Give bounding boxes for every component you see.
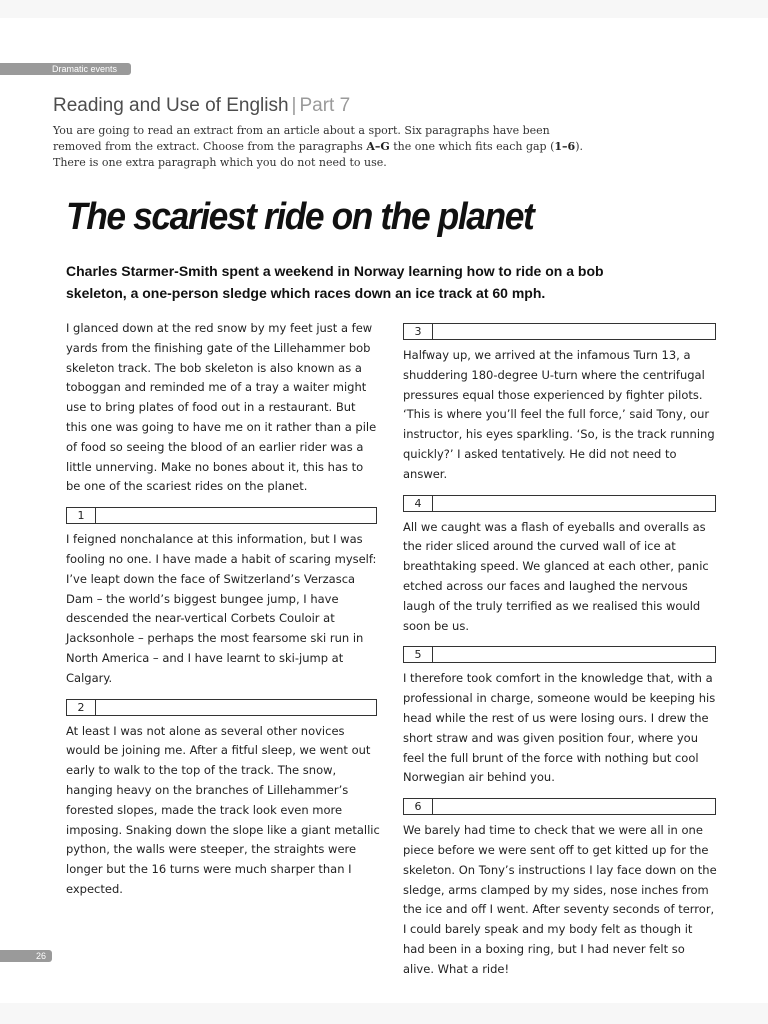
page-header [53, 95, 350, 117]
article-column-left [66, 319, 380, 900]
header-part: Part 7 [299, 95, 351, 116]
gap-number: 2 [67, 700, 96, 715]
paragraph-intro: I glanced down at the red snow by my feet just a few yards from the finishing gate of the Lillehammer bob skeleton track. The bob skeleton is also known as a toboggan and reminded me of a tray a waiter might use to bring plates of food out in a restaurant. But this one was going to have me on it rather than a pile of food so seeing the blood of an earlier rider was a little unnerving. Make no bones about it, this has to be one of the scariest rides on the planet. [66, 321, 377, 494]
paragraph-after-gap-4: All we caught was a flash of eyeballs and overalls as the rider sliced around the curved wall of ice at breathtaking speed. We glanced at each other, panic etched across our faces and laughed the nervous laugh of the truly terrified as we realised this would soon be us. [403, 519, 709, 633]
gap-1-answer-box[interactable] [66, 507, 377, 524]
article-standfirst: Charles Starmer-Smith spent a weekend in Norway learning how to ride on a bob skeleton, a one-person sledge which races down an ice track at 60 mph. [66, 263, 604, 301]
instructions-line-2a: removed from the extract. Choose from the paragraphs [53, 140, 367, 153]
instructions-line-3: There is one extra paragraph which you do not need to use. [53, 156, 387, 169]
header-title: Reading and Use of English [53, 95, 289, 116]
article-title: The scariest ride on the planet [66, 196, 534, 238]
paragraph-after-gap-5: I therefore took comfort in the knowledge that, with a professional in charge, someone would be keeping his head while the rest of us were losing ours. I drew the short straw and was given position four, where you feel the full brunt of the force with nothing but cool Norwegian air behind you. [403, 671, 716, 785]
gap-answer-area[interactable] [433, 324, 715, 339]
instructions-line-2b: the one which fits each gap ( [389, 140, 555, 153]
page-number: 26 [0, 950, 52, 962]
gap-6-answer-box[interactable] [403, 798, 716, 815]
gap-5-answer-box[interactable] [403, 646, 716, 663]
gap-number: 3 [404, 324, 433, 339]
section-tag: Dramatic events [0, 63, 131, 75]
gap-number: 4 [404, 496, 433, 511]
gap-answer-area[interactable] [433, 496, 715, 511]
gap-number: 5 [404, 647, 433, 662]
gap-answer-area[interactable] [433, 799, 715, 814]
gap-number: 6 [404, 799, 433, 814]
instructions-range: 1–6 [554, 140, 576, 153]
gap-number: 1 [67, 508, 96, 523]
header-separator: | [291, 95, 297, 116]
instructions-line-2c: ). [575, 140, 583, 153]
gap-answer-area[interactable] [96, 508, 376, 523]
gap-2-answer-box[interactable] [66, 699, 377, 716]
gap-answer-area[interactable] [433, 647, 715, 662]
paragraph-after-gap-2: At least I was not alone as several other novices would be joining me. After a fitful sleep, we went out early to walk to the top of the track. The snow, hanging heavy on the branches of Lillehammer’s forested slopes, made the track look even more imposing. Snaking down the slope like a giant metallic python, the walls were steeper, the straights were longer but the 16 turns were much sharper than I expected. [66, 723, 380, 896]
gap-answer-area[interactable] [96, 700, 376, 715]
task-instructions [53, 123, 623, 171]
paragraph-after-gap-6: We barely had time to check that we were all in one piece before we were sent off to get kitted up for the skeleton. On Tony’s instructions I lay face down on the sledge, arms clamped by my sides, nose inches from the ice and off I went. After seventy seconds of terror, I could barely speak and my body felt as though it had been in a boxing ring, but I had never felt so alive. What a ride! [403, 823, 717, 976]
paragraph-after-gap-1: I feigned nonchalance at this information, but I was fooling no one. I have made a habit of scaring myself: I’ve leapt down the face of Switzerland’s Verzasca Dam – the world’s biggest bungee jump, I have descended the near-vertical Corbets Couloir at Jacksonhole – perhaps the most fearsome ski run in North America – and I have learnt to ski-jump at Calgary. [66, 532, 377, 685]
article-column-right [403, 323, 717, 980]
gap-4-answer-box[interactable] [403, 495, 716, 512]
gap-3-answer-box[interactable] [403, 323, 716, 340]
paragraph-after-gap-3: Halfway up, we arrived at the infamous Turn 13, a shuddering 180-degree U-turn where the centrifugal pressures equal those experienced by fighter pilots. ‘This is where you’ll feel the full force,’ said Tony, our instructor, his eyes sparkling. ‘So, is the track running quickly?’ I asked tentatively. He did not need to answer. [403, 348, 715, 481]
instructions-letters: A–G [366, 140, 390, 153]
instructions-line-1: You are going to read an extract from an article about a sport. Six paragraphs have been [53, 124, 550, 137]
